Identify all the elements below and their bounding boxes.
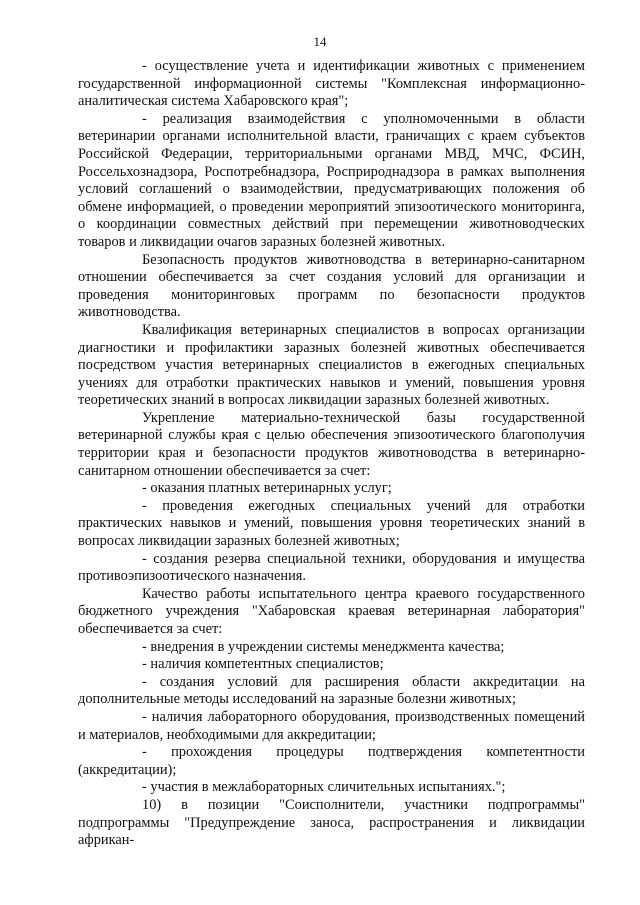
paragraph: - осуществление учета и идентификации животных с применением государственной информационной системы "Комплексная информационно-аналитическая система Хабаровского края"; (78, 58, 585, 110)
paragraph: 10) в позиции "Соисполнители, участники подпрограммы" подпрограммы "Предупреждение заноса, распространения и ликвидации африкан- (78, 796, 585, 849)
paragraph: Качество работы испытательного центра краевого государственного бюджетного учреждения "Хабаровская краевая ветеринарная лаборатория" обеспечивается за счет: (78, 585, 585, 637)
paragraph: - наличия компетентных специалистов; (142, 656, 384, 673)
paragraph: - создания резерва специальной техники, оборудования и имущества противоэпизоотического назначения. (78, 550, 585, 585)
paragraph: - проведения ежегодных специальных учений для отработки практических навыков и умений, повышения уровня теоретических знаний в вопросах ликвидации заразных болезней животных; (78, 497, 585, 550)
paragraph: - оказания платных ветеринарных услуг; (142, 480, 392, 497)
document-body (78, 58, 585, 850)
paragraph: - внедрения в учреждении системы менеджмента качества; (142, 638, 505, 655)
paragraph: - реализация взаимодействия с уполномоченными в области ветеринарии органами исполнительной власти, граничащих с краем субъектов Российской Федерации, территориальными органами МВД, МЧС, ФСИН, Россельхознадзора, Роспотребнадзора, Росприроднадзора в рамках выполнения условий соглашений о взаимодействии, предусматривающих положения об обмене информацией, о проведении мероприятий эпизоотического мониторинга, о координации совместных действий при перемещении животноводческих товаров и ликвидации очагов заразных болезней животных. (78, 110, 585, 250)
paragraph: - наличия лабораторного оборудования, производственных помещений и материалов, необходимыми для аккредитации; (78, 708, 585, 743)
paragraph: - прохождения процедуры подтверждения компетентности (аккредитации); (78, 744, 585, 778)
paragraph: Квалификация ветеринарных специалистов в вопросах организации диагностики и профилактики заразных болезней животных обеспечивается посредством участия ветеринарных специалистов в ежегодных специальных учениях для отработки практических навыков и умений, повышения уровня теоретических знаний в вопросах ликвидации заразных болезней животных. (78, 321, 585, 409)
paragraph: Безопасность продуктов животноводства в ветеринарно-санитарном отношении обеспечивается за счет создания условий для организации и проведения мониторинговых программ по безопасности продуктов животноводства. (78, 251, 585, 321)
paragraph: - участия в межлабораторных сличительных испытаниях."; (142, 779, 506, 796)
page-number: 14 (313, 34, 327, 49)
paragraph: - создания условий для расширения области аккредитации на дополнительные методы исследований на заразные болезни животных; (78, 673, 585, 708)
paragraph: Укрепление материально-технической базы государственной ветеринарной службы края с целью обеспечения эпизоотического благополучия территории края и безопасности продуктов животноводства в ветеринарно-санитарном отношении обеспечивается за счет: (78, 409, 585, 479)
